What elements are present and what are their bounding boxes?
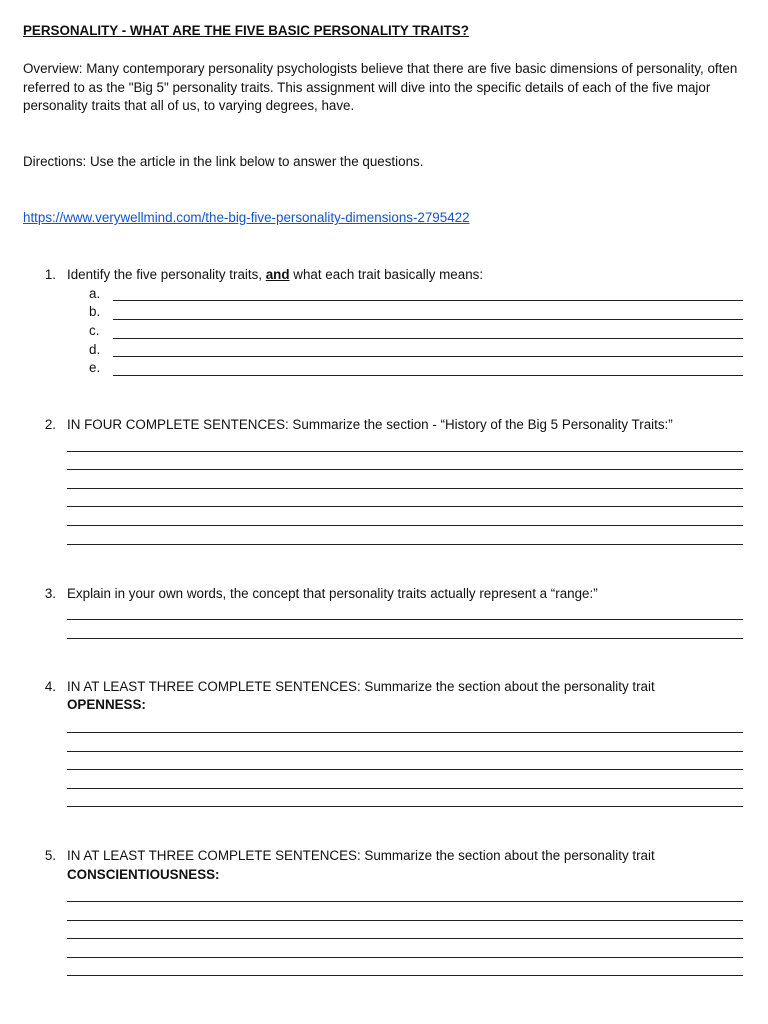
answer-line-1c[interactable] (113, 338, 743, 339)
answer-line-4-3[interactable] (67, 769, 743, 770)
answer-letter-a: a. (89, 286, 101, 301)
answer-line-4-2[interactable] (67, 751, 743, 752)
question-2-number: 2. (44, 417, 56, 432)
answer-letter-d: d. (89, 342, 101, 357)
question-1-text-before: Identify the five personality traits, (67, 267, 266, 282)
question-5-text: IN AT LEAST THREE COMPLETE SENTENCES: Summarize the section about the personality trait (67, 848, 655, 863)
answer-line-1b[interactable] (113, 319, 743, 320)
answer-line-2-6[interactable] (67, 544, 743, 545)
question-5-trait: CONSCIENTIOUSNESS: (67, 867, 220, 882)
answer-letter-b: b. (89, 304, 101, 319)
answer-line-4-5[interactable] (67, 806, 743, 807)
worksheet-title: PERSONALITY - WHAT ARE THE FIVE BASIC PERSONALITY TRAITS? (23, 23, 469, 38)
answer-line-5-1[interactable] (67, 901, 743, 902)
answer-line-1a[interactable] (113, 300, 743, 301)
answer-line-3-1[interactable] (67, 619, 743, 620)
answer-line-5-3[interactable] (67, 938, 743, 939)
question-3-number: 3. (44, 586, 56, 601)
question-1-text-after: what each trait basically means: (289, 267, 484, 282)
directions-text: Directions: Use the article in the link below to answer the questions. (23, 154, 424, 169)
answer-letter-e: e. (89, 360, 101, 375)
answer-line-1e[interactable] (113, 375, 743, 376)
question-4-trait: OPENNESS: (67, 697, 146, 712)
question-1-text (67, 267, 483, 282)
question-1-number: 1. (44, 267, 56, 282)
question-1-emphasis: and (265, 267, 290, 282)
question-5-number: 5. (44, 848, 56, 863)
answer-line-2-1[interactable] (67, 451, 743, 452)
question-4-number: 4. (44, 679, 56, 694)
answer-line-1d[interactable] (113, 356, 743, 357)
question-3-text: Explain in your own words, the concept that personality traits actually represent a “range:” (67, 586, 598, 601)
article-link[interactable]: https://www.verywellmind.com/the-big-five-personality-dimensions-2795422 (23, 210, 470, 225)
answer-line-5-4[interactable] (67, 957, 743, 958)
answer-line-2-3[interactable] (67, 488, 743, 489)
answer-line-5-5[interactable] (67, 975, 743, 976)
answer-line-5-2[interactable] (67, 920, 743, 921)
answer-line-2-5[interactable] (67, 525, 743, 526)
answer-line-2-2[interactable] (67, 469, 743, 470)
answer-letter-c: c. (89, 323, 100, 338)
question-2-text: IN FOUR COMPLETE SENTENCES: Summarize the section - “History of the Big 5 Personality Traits:” (67, 417, 673, 432)
answer-line-4-1[interactable] (67, 732, 743, 733)
answer-line-4-4[interactable] (67, 788, 743, 789)
answer-line-2-4[interactable] (67, 506, 743, 507)
overview-paragraph: Overview: Many contemporary personality psychologists believe that there are five basic dimensions of personality, often referred to as the "Big 5" personality traits. This assignment will dive into the specific details of each of the five major personality traits that all of us, to varying degrees, have. (23, 61, 738, 114)
question-4-text: IN AT LEAST THREE COMPLETE SENTENCES: Summarize the section about the personality trait (67, 679, 655, 694)
answer-line-3-2[interactable] (67, 638, 743, 639)
